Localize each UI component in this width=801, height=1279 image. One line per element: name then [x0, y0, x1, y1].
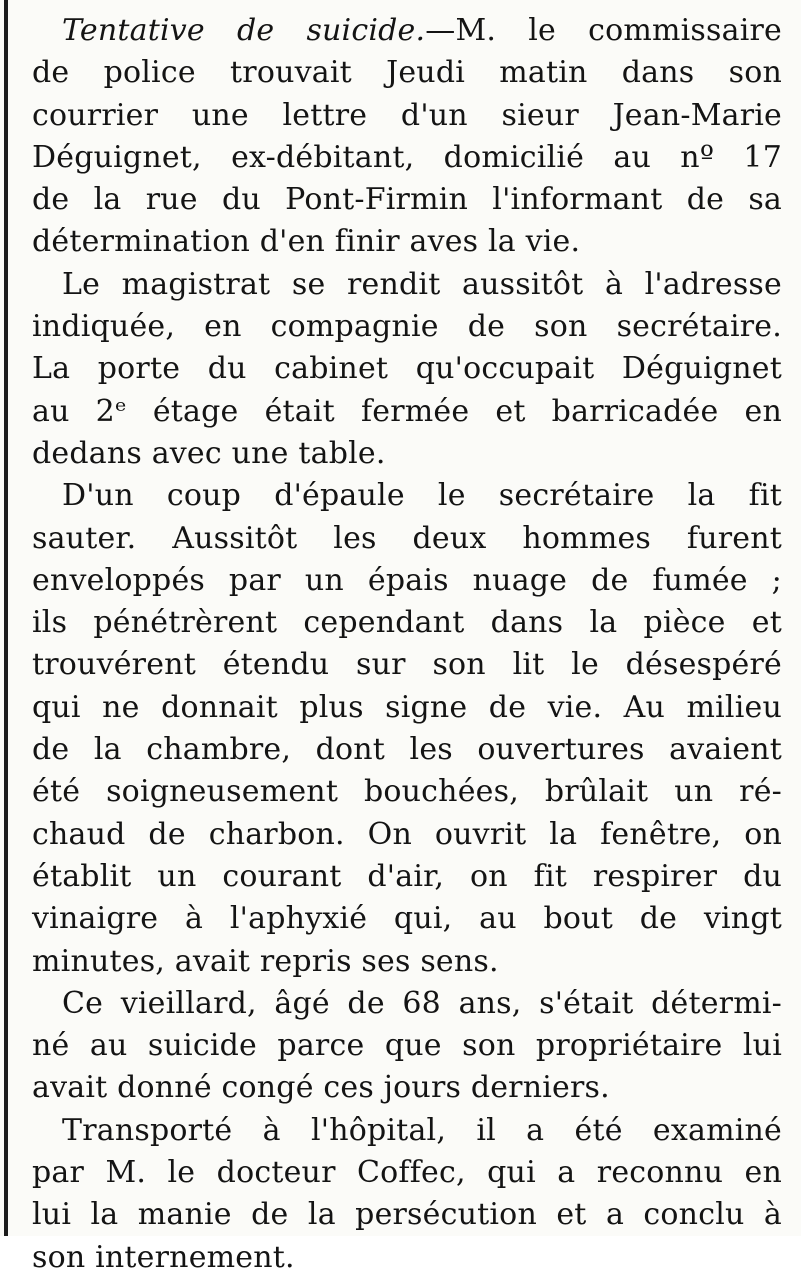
text-line: lui la manie de la persécution et a conclu à	[32, 1197, 782, 1233]
text-line: Le magistrat se rendit aussitôt à l'adresse	[62, 266, 782, 302]
paragraph-1	[32, 10, 782, 264]
paragraph-5	[32, 1110, 782, 1279]
paragraph-3	[32, 475, 782, 983]
text-line: par M. le docteur Coffec, qui a reconnu en	[32, 1155, 782, 1191]
text-line	[32, 10, 782, 52]
text-line: ils pénétrèrent cependant dans la pièce et	[32, 605, 782, 641]
text-line: été soigneusement bouchées, brûlait un ré-	[32, 774, 782, 810]
text-line: La porte du cabinet qu'occupait Déguignet	[32, 351, 782, 387]
text-line: détermination d'en finir aves la vie.	[32, 224, 581, 260]
text-line: Transporté à l'hôpital, il a été examiné	[62, 1112, 782, 1148]
text-line: vinaigre à l'aphyxié qui, au bout de vingt	[32, 901, 782, 937]
column-rule	[4, 0, 8, 1236]
text-line: trouvérent étendu sur son lit le désespéré	[32, 647, 782, 683]
paragraph-2	[32, 264, 782, 475]
text-line: chaud de charbon. On ouvrit la fenêtre, on	[32, 816, 782, 852]
article-body	[32, 10, 782, 1279]
text-line: qui ne donnait plus signe de vie. Au milieu	[32, 689, 782, 725]
text-line: indiquée, en compagnie de son secrétaire.	[32, 309, 782, 345]
article-headline: Tentative de suicide.	[62, 13, 426, 48]
text-line: D'un coup d'épaule le secrétaire la fit	[62, 478, 782, 514]
text-line: dedans avec une table.	[32, 435, 386, 471]
text-line: établit un courant d'air, on fit respirer du	[32, 858, 782, 894]
paragraph-4	[32, 983, 782, 1110]
text-line: avait donné congé ces jours derniers.	[32, 1070, 610, 1106]
text-line: de police trouvait Jeudi matin dans son	[32, 55, 782, 91]
text-line: minutes, avait repris ses sens.	[32, 943, 499, 979]
text-line: au 2ᵉ étage était fermée et barricadée en	[32, 393, 782, 429]
text-line: de la rue du Pont-Firmin l'informant de sa	[32, 182, 782, 218]
text-line: né au suicide parce que son propriétaire lui	[32, 1028, 782, 1064]
text-line: sauter. Aussitôt les deux hommes furent	[32, 520, 782, 556]
text-line: son internement.	[32, 1239, 295, 1275]
text-line: de la chambre, dont les ouvertures avaient	[32, 732, 782, 768]
text-line: enveloppés par un épais nuage de fumée ;	[32, 562, 782, 598]
text-line: Déguignet, ex-débitant, domicilié au nº 17	[32, 139, 782, 175]
text-line: Ce vieillard, âgé de 68 ans, s'était détermi-	[62, 985, 782, 1021]
line-text: —M. le commissaire	[425, 13, 783, 48]
text-line: courrier une lettre d'un sieur Jean-Marie	[32, 97, 782, 133]
